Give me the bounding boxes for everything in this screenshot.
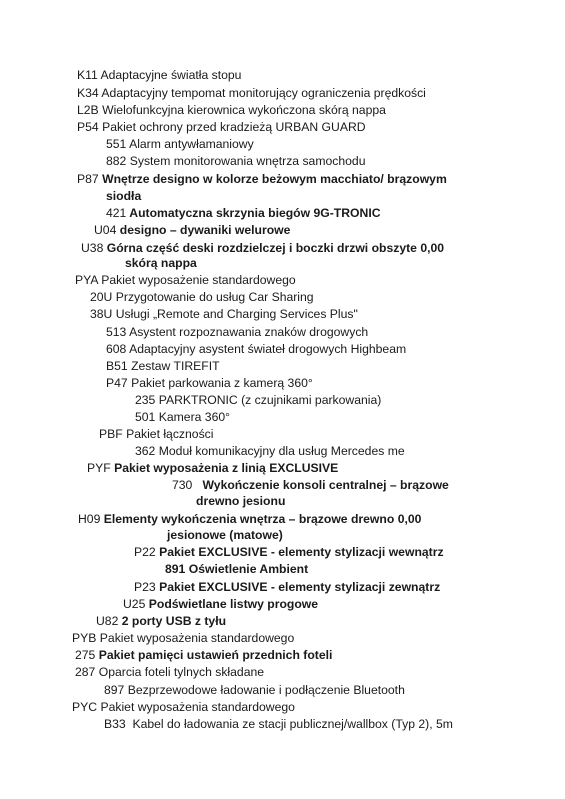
equipment-code: PYC bbox=[72, 700, 98, 714]
equipment-description: Kabel do ładowania ze stacji publicznej/wallbox (Typ 2), 5m bbox=[132, 717, 453, 731]
equipment-description: Pakiet wyposażenia standardowego bbox=[100, 700, 295, 714]
equipment-line bbox=[78, 512, 421, 527]
equipment-description: jesionowe (matowe) bbox=[167, 528, 283, 542]
equipment-description: Pakiet wyposażenia z linią EXCLUSIVE bbox=[114, 461, 339, 475]
equipment-description: System monitorowania wnętrza samochodu bbox=[129, 154, 366, 168]
equipment-code: H09 bbox=[78, 512, 101, 526]
equipment-description: Pakiet wyposażenia standardowego bbox=[99, 631, 295, 645]
equipment-line bbox=[135, 444, 405, 459]
equipment-line bbox=[90, 290, 314, 305]
equipment-line bbox=[72, 631, 294, 646]
equipment-line bbox=[77, 103, 386, 118]
equipment-code: P47 bbox=[106, 376, 128, 390]
equipment-code: L2B bbox=[77, 103, 99, 117]
equipment-line bbox=[77, 86, 426, 101]
equipment-line bbox=[72, 700, 295, 715]
equipment-line bbox=[81, 241, 444, 256]
equipment-line bbox=[75, 648, 332, 663]
equipment-description: Bezprzewodowe ładowanie i podłączenie Bluetooth bbox=[127, 683, 405, 697]
equipment-code: U38 bbox=[81, 241, 104, 255]
equipment-line bbox=[77, 172, 447, 187]
equipment-description: Automatyczna skrzynia biegów 9G-TRONIC bbox=[129, 206, 381, 220]
equipment-code: 730 bbox=[172, 478, 193, 492]
equipment-code: P54 bbox=[77, 120, 99, 134]
equipment-line bbox=[106, 206, 381, 221]
equipment-description: Asystent rozpoznawania znaków drogowych bbox=[129, 325, 369, 339]
equipment-line bbox=[106, 359, 220, 374]
equipment-code: 513 bbox=[106, 325, 127, 339]
equipment-description: Pakiet EXCLUSIVE - elementy stylizacji zewnątrz bbox=[159, 580, 441, 594]
equipment-code: PYB bbox=[72, 631, 97, 645]
equipment-description: Adaptacyjne światła stopu bbox=[100, 68, 242, 82]
equipment-code: 882 bbox=[106, 154, 127, 168]
equipment-code: 891 bbox=[165, 562, 186, 576]
equipment-code: U04 bbox=[94, 223, 117, 237]
equipment-line bbox=[99, 427, 213, 442]
equipment-description: Elementy wykończenia wnętrza – brązowe drewno 0,00 bbox=[103, 512, 422, 526]
equipment-line-continuation bbox=[125, 256, 197, 271]
equipment-description: Adaptacyjny asystent świateł drogowych Highbeam bbox=[129, 342, 407, 356]
equipment-line bbox=[104, 717, 453, 732]
equipment-line-continuation bbox=[196, 494, 285, 509]
equipment-description: Alarm antywłamaniowy bbox=[129, 137, 254, 151]
equipment-code: 362 bbox=[135, 444, 156, 458]
equipment-description: Oświetlenie Ambient bbox=[188, 562, 309, 576]
equipment-description: Pakiet parkowania z kamerą 360° bbox=[131, 376, 313, 390]
equipment-code: U25 bbox=[123, 597, 146, 611]
equipment-code: PYA bbox=[75, 273, 98, 287]
equipment-description: Usługi „Remote and Charging Services Plus" bbox=[115, 307, 358, 321]
equipment-line bbox=[104, 683, 405, 698]
equipment-line bbox=[75, 273, 296, 288]
equipment-description: Pakiet wyposażenie standardowego bbox=[101, 273, 296, 287]
equipment-code: PYF bbox=[87, 461, 111, 475]
equipment-line bbox=[96, 614, 226, 629]
equipment-description: Zestaw TIREFIT bbox=[131, 359, 220, 373]
equipment-code: 551 bbox=[106, 137, 127, 151]
equipment-line bbox=[106, 376, 313, 391]
equipment-description: Pakiet łączności bbox=[126, 427, 214, 441]
equipment-code: 421 bbox=[106, 206, 127, 220]
equipment-line bbox=[172, 478, 449, 493]
equipment-line bbox=[106, 342, 406, 357]
equipment-code: 20U bbox=[90, 290, 113, 304]
equipment-line bbox=[106, 154, 365, 169]
equipment-description: Kamera 360° bbox=[158, 410, 231, 424]
equipment-code: P23 bbox=[134, 580, 156, 594]
equipment-line bbox=[77, 120, 366, 135]
equipment-description: Podświetlane listwy progowe bbox=[148, 597, 319, 611]
equipment-line bbox=[87, 461, 338, 476]
equipment-code: P22 bbox=[134, 545, 156, 559]
equipment-description: Pakiet pamięci ustawień przednich foteli bbox=[98, 648, 333, 662]
equipment-description: Adaptacyjny tempomat monitorujący ograniczenia prędkości bbox=[101, 86, 426, 100]
equipment-description: Górna część deski rozdzielczej i boczki drzwi obszyte 0,00 bbox=[106, 241, 445, 255]
equipment-line-continuation bbox=[167, 528, 283, 543]
equipment-code: P87 bbox=[77, 172, 99, 186]
equipment-line-continuation bbox=[106, 189, 141, 204]
equipment-line bbox=[134, 580, 440, 595]
equipment-code: 235 bbox=[135, 393, 156, 407]
equipment-code: B33 bbox=[104, 717, 126, 731]
equipment-code: 38U bbox=[90, 307, 113, 321]
equipment-line bbox=[135, 393, 381, 408]
equipment-line bbox=[134, 545, 444, 560]
equipment-description: PARKTRONIC (z czujnikami parkowania) bbox=[158, 393, 382, 407]
equipment-description: siodła bbox=[106, 189, 142, 203]
equipment-description: Wnętrze designo w kolorze beżowym macchiato/ brązowym bbox=[102, 172, 447, 186]
equipment-code: K34 bbox=[77, 86, 99, 100]
equipment-code: 287 bbox=[75, 665, 96, 679]
equipment-description: drewno jesionu bbox=[196, 494, 286, 508]
equipment-line bbox=[165, 562, 308, 577]
equipment-line bbox=[106, 325, 368, 340]
equipment-line bbox=[123, 597, 318, 612]
equipment-code: PBF bbox=[99, 427, 123, 441]
equipment-code: 608 bbox=[106, 342, 127, 356]
equipment-code: K11 bbox=[77, 68, 98, 82]
equipment-code: 897 bbox=[104, 683, 125, 697]
equipment-code: 275 bbox=[75, 648, 96, 662]
equipment-description: designo – dywaniki welurowe bbox=[119, 223, 291, 237]
equipment-code: B51 bbox=[106, 359, 128, 373]
equipment-description: Moduł komunikacyjny dla usług Mercedes me bbox=[158, 444, 405, 458]
equipment-code: 501 bbox=[135, 410, 156, 424]
equipment-description: skórą nappa bbox=[125, 256, 197, 270]
equipment-description: Wykończenie konsoli centralnej – brązowe bbox=[202, 478, 449, 492]
equipment-line bbox=[94, 223, 290, 238]
equipment-line bbox=[77, 68, 241, 83]
equipment-description: Wielofunkcyjna kierownica wykończona skórą nappa bbox=[102, 103, 386, 117]
equipment-line bbox=[90, 307, 358, 322]
equipment-description: Oparcia foteli tylnych składane bbox=[98, 665, 265, 679]
equipment-description: 2 porty USB z tyłu bbox=[121, 614, 227, 628]
equipment-line bbox=[75, 665, 264, 680]
equipment-description: Pakiet ochrony przed kradzieżą URBAN GUARD bbox=[102, 120, 366, 134]
equipment-description: Pakiet EXCLUSIVE - elementy stylizacji wewnątrz bbox=[159, 545, 444, 559]
equipment-code: U82 bbox=[96, 614, 119, 628]
equipment-line bbox=[106, 137, 254, 152]
equipment-line bbox=[135, 410, 230, 425]
equipment-description: Przygotowanie do usług Car Sharing bbox=[115, 290, 314, 304]
